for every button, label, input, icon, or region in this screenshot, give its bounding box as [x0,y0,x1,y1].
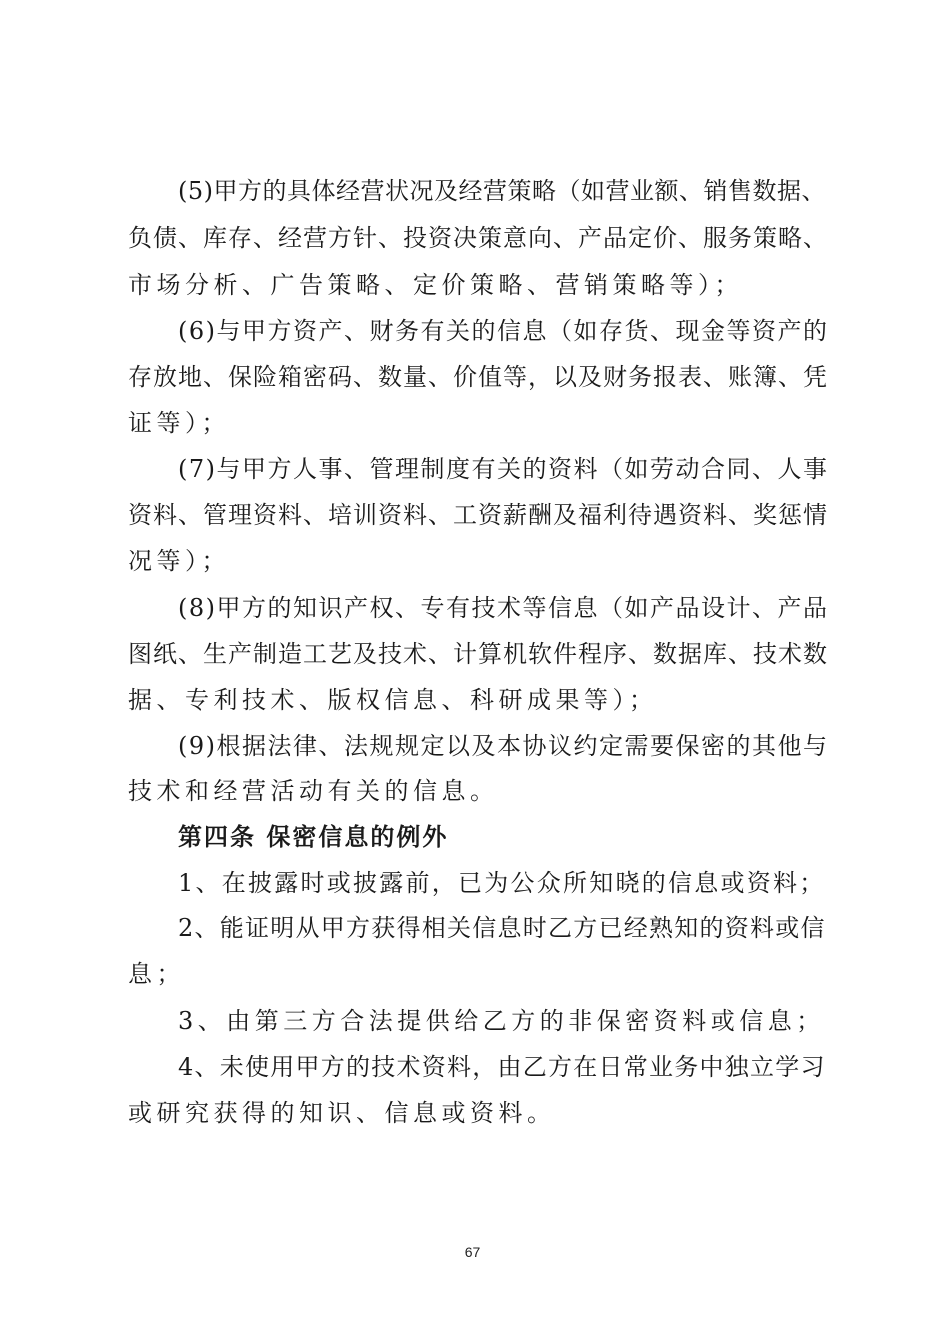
text-line-item5-3: 市场分析、广告策略、定价策略、营销策略等）； [128,271,743,299]
text-line-item6-1: (6)与甲方资产、财务有关的信息（如存货、现金等资产的 [178,317,829,345]
text-line-item5-1: (5)甲方的具体经营状况及经营策略（如营业额、销售数据、 [178,177,826,205]
text-line-exception1: 1、在披露时或披露前，已为公众所知晓的信息或资料； [178,869,826,897]
text-line-item7-2: 资料、管理资料、培训资料、工资薪酬及福利待遇资料、奖惩情 [128,501,828,529]
text-line-item8-3: 据、专利技术、版权信息、科研成果等）； [128,686,658,714]
text-line-item8-2: 图纸、生产制造工艺及技术、计算机软件程序、数据库、技术数 [128,640,828,668]
text-line-exception4-1: 4、未使用甲方的技术资料，由乙方在日常业务中独立学习 [178,1053,826,1081]
text-line-item6-2: 存放地、保险箱密码、数量、价值等，以及财务报表、账簿、凭 [128,363,828,391]
text-line-exception4-2: 或研究获得的知识、信息或资料。 [128,1099,556,1127]
text-line-exception2-1: 2、能证明从甲方获得相关信息时乙方已经熟知的资料或信 [178,914,826,942]
section-heading: 第四条 保密信息的例外 [178,822,449,851]
text-line-item7-1: (7)与甲方人事、管理制度有关的资料（如劳动合同、人事 [178,455,829,483]
text-line-exception2-2: 息； [128,960,185,988]
page-number: 67 [464,1244,481,1260]
text-line-item8-1: (8)甲方的知识产权、专有技术等信息（如产品设计、产品 [178,594,829,622]
text-line-item7-3: 况等）； [128,547,230,575]
text-line-exception3: 3、由第三方合法提供给乙方的非保密资料或信息； [178,1007,825,1035]
text-line-item9-2: 技术和经营活动有关的信息。 [128,777,499,805]
text-line-item9-1: (9)根据法律、法规规定以及本协议约定需要保密的其他与 [178,732,829,760]
text-line-item6-3: 证等）； [128,409,230,437]
text-line-item5-2: 负债、库存、经营方针、投资决策意向、产品定价、服务策略、 [128,224,828,252]
